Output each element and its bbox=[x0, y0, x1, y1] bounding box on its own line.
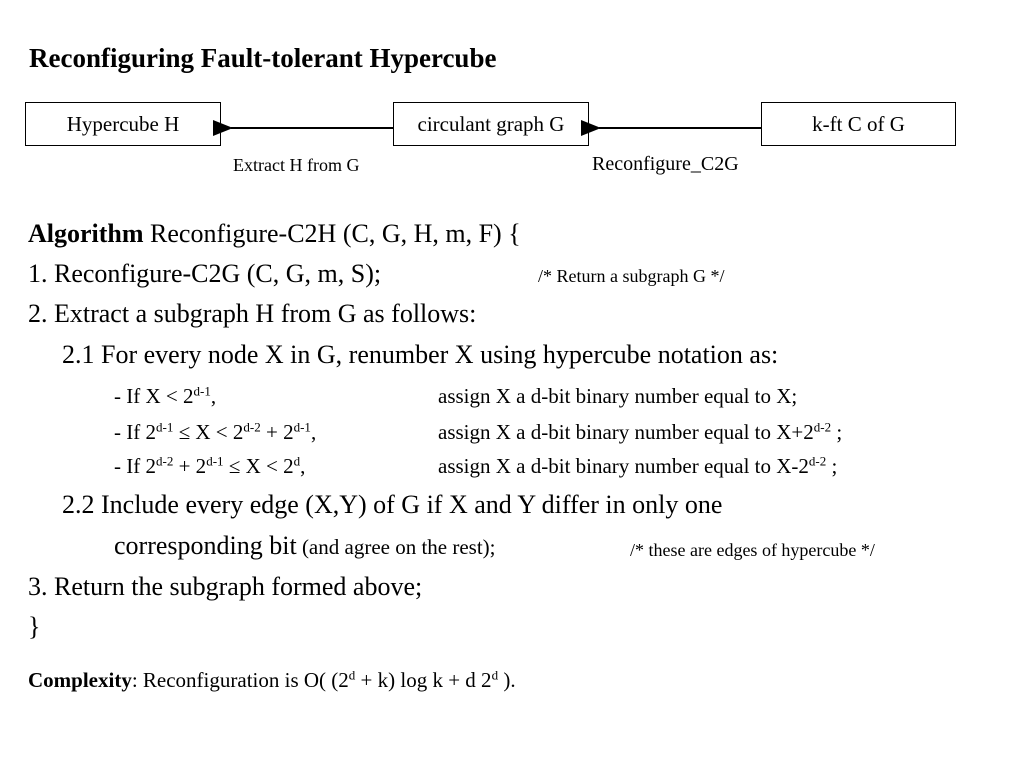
step-2-2-line-2: corresponding bit (and agree on the rest); bbox=[114, 531, 496, 560]
diagram-arrows bbox=[0, 0, 1024, 200]
step-2-2-comment: /* these are edges of hypercube */ bbox=[630, 540, 875, 560]
circulant-graph-box-label: circulant graph G bbox=[417, 111, 565, 136]
step-1: 1. Reconfigure-C2G (C, G, m, S); bbox=[28, 259, 382, 288]
step-3: 3. Return the subgraph formed above; bbox=[28, 572, 423, 601]
case-1-condition: - If $X < 2^{d-1}$, bbox=[114, 383, 217, 408]
algorithm-keyword: Algorithm bbox=[28, 219, 144, 248]
step-2: 2. Extract a subgraph H from G as follows: bbox=[28, 299, 477, 328]
complexity-line: Complexity: Reconfiguration is O( $(2^d + k)$ log k + d 2$^d$ ). bbox=[28, 667, 516, 692]
case-3-condition: - If $2^{d-2} + 2^{d-1} \le X < 2^d$, bbox=[114, 453, 306, 478]
kft-box-label: k-ft C of G bbox=[812, 111, 905, 136]
reconfigure-label: Reconfigure_C2G bbox=[592, 153, 739, 175]
step-2-1: 2.1 For every node X in G, renumber X using hypercube notation as: bbox=[62, 340, 779, 369]
case-2-condition: - If $2^{d-1} \le X < 2^{d-2} + 2^{d-1}$, bbox=[114, 419, 317, 444]
step-2-2-line-1: 2.2 Include every edge (X,Y) of G if X and Y differ in only one bbox=[62, 490, 723, 519]
extract-label: Extract H from G bbox=[233, 155, 360, 175]
complexity-keyword: Complexity bbox=[28, 668, 132, 692]
algorithm-signature: Reconfigure-C2H (C, G, H, m, F) { bbox=[143, 219, 521, 248]
step-1-comment: /* Return a subgraph G */ bbox=[538, 266, 725, 286]
algorithm-header bbox=[28, 221, 521, 247]
hypercube-box-label: Hypercube H bbox=[66, 111, 180, 136]
case-2-assign: assign X a d-bit binary number equal to $X+2^{d-2}$ ; bbox=[438, 419, 843, 444]
closing-brace: } bbox=[28, 612, 41, 641]
case-3-assign: assign X a d-bit binary number equal to X-2$^{d-2}$ ; bbox=[438, 453, 838, 478]
page-title: Reconfiguring Fault-tolerant Hypercube bbox=[29, 43, 497, 73]
case-1-assign: assign X a d-bit binary number equal to X; bbox=[438, 384, 798, 408]
